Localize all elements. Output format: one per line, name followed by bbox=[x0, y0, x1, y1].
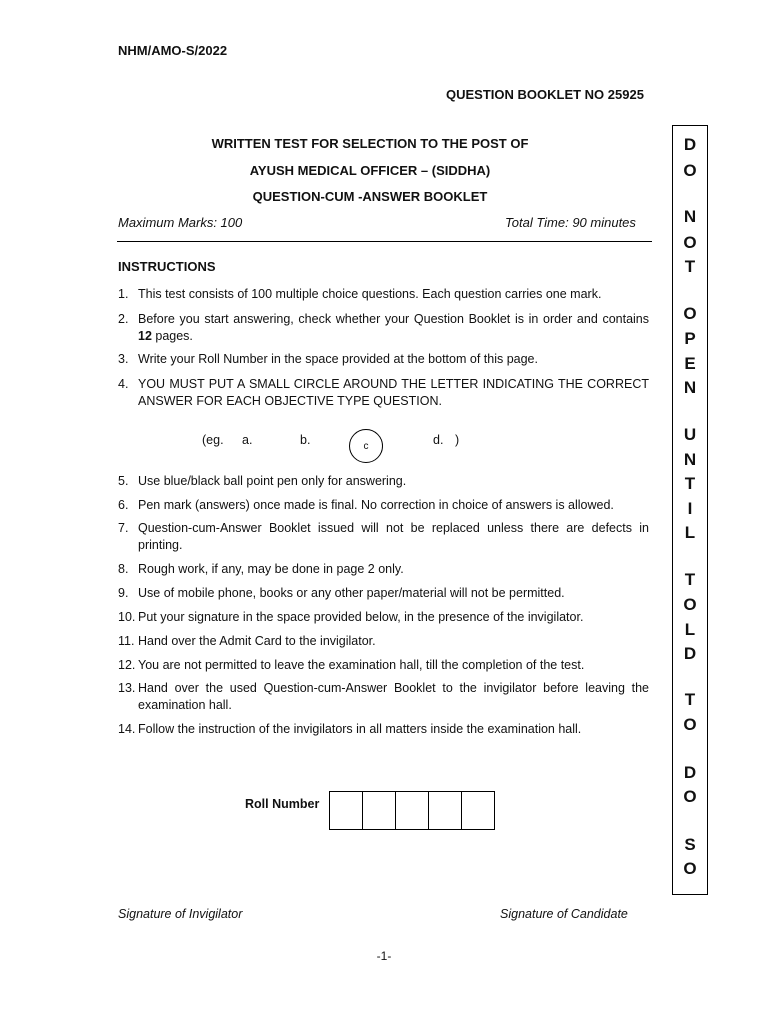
instruction-number: 8. bbox=[118, 562, 129, 576]
instruction-item bbox=[118, 473, 649, 490]
instruction-item bbox=[118, 609, 649, 626]
instruction-item bbox=[118, 561, 649, 578]
banner-letter: D bbox=[683, 644, 697, 663]
instruction-item bbox=[118, 680, 649, 714]
banner-letter: T bbox=[684, 690, 696, 709]
instruction-text: Rough work, if any, may be done in page 2 only. bbox=[138, 562, 404, 576]
do-not-open-banner bbox=[672, 125, 708, 895]
banner-letter: S bbox=[684, 835, 696, 854]
title-line-3: QUESTION-CUM -ANSWER BOOKLET bbox=[252, 189, 488, 204]
header-divider bbox=[117, 241, 652, 242]
signature-candidate: Signature of Candidate bbox=[500, 907, 628, 921]
instruction-number: 2. bbox=[118, 312, 129, 326]
instruction-text-part: Before you start answering, check whether your Question Booklet is in order and contains bbox=[138, 312, 649, 326]
banner-letter: L bbox=[684, 620, 696, 639]
instruction-text: Follow the instruction of the invigilators in all matters inside the examination hall. bbox=[138, 722, 582, 736]
banner-letter: O bbox=[683, 304, 697, 323]
instruction-text: Question-cum-Answer Booklet issued will not be replaced unless there are defects in printing. bbox=[138, 521, 649, 552]
example-circled-option-c bbox=[349, 429, 383, 463]
banner-letter: O bbox=[683, 859, 697, 878]
banner-letter: N bbox=[683, 450, 697, 469]
page-count-bold: 12 bbox=[138, 329, 152, 343]
maximum-marks: Maximum Marks: 100 bbox=[118, 215, 243, 230]
instruction-text: You are not permitted to leave the examination hall, till the completion of the test. bbox=[138, 658, 585, 672]
banner-letter: T bbox=[684, 257, 696, 276]
instruction-item bbox=[118, 520, 649, 554]
banner-letter: T bbox=[684, 570, 696, 589]
roll-number-cell[interactable] bbox=[330, 792, 363, 829]
title-line-2: AYUSH MEDICAL OFFICER – (SIDDHA) bbox=[249, 163, 491, 178]
instruction-number: 5. bbox=[118, 474, 129, 488]
banner-letter: O bbox=[683, 595, 697, 614]
instruction-number: 1. bbox=[118, 287, 129, 301]
instruction-item bbox=[118, 351, 649, 368]
roll-number-cell[interactable] bbox=[462, 792, 494, 829]
instruction-number: 12. bbox=[118, 658, 136, 672]
banner-letter: P bbox=[684, 329, 696, 348]
instruction-number: 4. bbox=[118, 377, 129, 391]
instruction-text: Write your Roll Number in the space provided at the bottom of this page. bbox=[138, 352, 538, 366]
total-time: Total Time: 90 minutes bbox=[505, 215, 636, 230]
roll-number-boxes bbox=[329, 791, 495, 830]
booklet-number: QUESTION BOOKLET NO 25925 bbox=[446, 87, 644, 102]
instruction-number: 11. bbox=[118, 634, 135, 648]
instruction-item bbox=[118, 311, 649, 345]
instruction-item bbox=[118, 657, 649, 674]
roll-number-cell[interactable] bbox=[363, 792, 396, 829]
instruction-number: 7. bbox=[118, 521, 129, 535]
instruction-item bbox=[118, 376, 649, 410]
signature-invigilator: Signature of Invigilator bbox=[118, 907, 243, 921]
banner-letter: E bbox=[684, 354, 696, 373]
banner-letter: U bbox=[683, 425, 697, 444]
page-number: -1- bbox=[376, 949, 392, 963]
banner-letter: N bbox=[683, 378, 697, 397]
example-close: ) bbox=[455, 433, 460, 447]
instruction-text: Hand over the used Question-cum-Answer Booklet to the invigilator before leaving the examination hall. bbox=[138, 681, 649, 712]
instruction-text: This test consists of 100 multiple choice questions. Each question carries one mark. bbox=[138, 287, 602, 301]
instruction-number: 14. bbox=[118, 722, 136, 736]
example-option-d: d. bbox=[433, 433, 444, 447]
example-eg: (eg. bbox=[202, 433, 224, 447]
roll-number-cell[interactable] bbox=[396, 792, 429, 829]
instruction-item bbox=[118, 585, 649, 602]
banner-letter: O bbox=[683, 715, 697, 734]
banner-letter: L bbox=[684, 523, 696, 542]
instruction-text: Put your signature in the space provided below, in the presence of the invigilator. bbox=[138, 610, 584, 624]
instruction-text: YOU MUST PUT A SMALL CIRCLE AROUND THE LETTER INDICATING THE CORRECT ANSWER FOR EACH OBJECTIVE TYPE QUESTION. bbox=[138, 377, 649, 408]
banner-letter: D bbox=[683, 135, 697, 154]
banner-letter: O bbox=[683, 161, 697, 180]
instruction-item bbox=[118, 497, 649, 514]
instruction-item bbox=[118, 633, 649, 650]
title-line-1: WRITTEN TEST FOR SELECTION TO THE POST OF bbox=[211, 136, 529, 151]
banner-letter: I bbox=[687, 499, 693, 518]
instruction-text: Use of mobile phone, books or any other paper/material will not be permitted. bbox=[138, 586, 565, 600]
example-option-a: a. bbox=[242, 433, 253, 447]
instruction-number: 6. bbox=[118, 498, 129, 512]
instructions-title: INSTRUCTIONS bbox=[118, 259, 216, 274]
instruction-text: Hand over the Admit Card to the invigilator. bbox=[138, 634, 376, 648]
instruction-number: 13. bbox=[118, 681, 136, 695]
instruction-text-part: pages. bbox=[151, 329, 193, 343]
instruction-number: 3. bbox=[118, 352, 129, 366]
instruction-text: Pen mark (answers) once made is final. No correction in choice of answers is allowed. bbox=[138, 498, 614, 512]
banner-letter: D bbox=[683, 763, 697, 782]
banner-letter: T bbox=[684, 474, 696, 493]
instruction-text: Use blue/black ball point pen only for answering. bbox=[138, 474, 407, 488]
roll-number-cell[interactable] bbox=[429, 792, 462, 829]
exam-code: NHM/AMO-S/2022 bbox=[118, 43, 228, 58]
instruction-item bbox=[118, 721, 649, 738]
instruction-text bbox=[138, 311, 649, 345]
roll-number-label: Roll Number bbox=[245, 797, 320, 811]
instruction-item bbox=[118, 286, 649, 303]
instruction-number: 9. bbox=[118, 586, 129, 600]
instruction-number: 10. bbox=[118, 610, 136, 624]
example-option-c: c bbox=[363, 440, 369, 452]
banner-letter: O bbox=[683, 233, 697, 252]
banner-letter: O bbox=[683, 787, 697, 806]
banner-letter: N bbox=[683, 207, 697, 226]
example-option-b: b. bbox=[300, 433, 311, 447]
